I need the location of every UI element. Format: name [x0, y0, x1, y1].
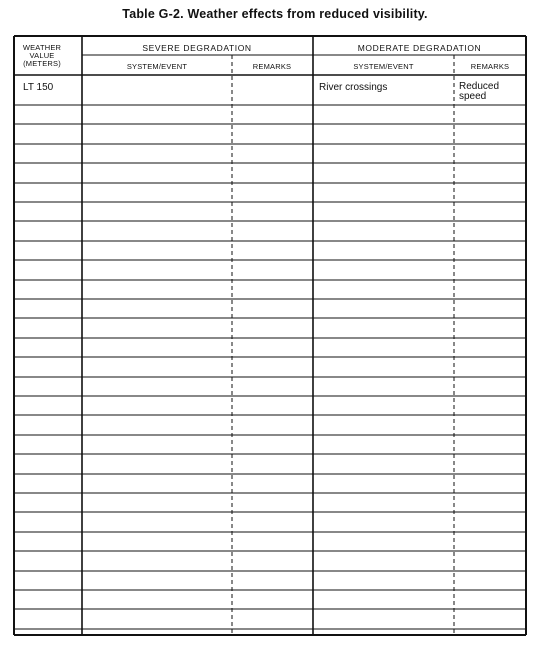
moderate-remarks-header: REMARKS — [470, 62, 510, 71]
severe-degradation-header: SEVERE DEGRADATION — [142, 43, 252, 53]
weather-value-header-line3: (METERS) — [23, 59, 61, 68]
weather-value-header-line2: VALUE — [29, 51, 55, 60]
weather-value-header — [17, 44, 67, 68]
moderate-remarks-line1: Reduced — [459, 81, 500, 92]
moderate-degradation-header: MODERATE DEGRADATION — [357, 43, 482, 53]
moderate-remarks-cell — [459, 82, 499, 102]
weather-value-cell: LT 150 — [23, 82, 54, 93]
severe-system-event-header: SYSTEM/EVENT — [126, 62, 188, 71]
table-title: Table G-2. Weather effects from reduced visibility. — [122, 7, 428, 21]
moderate-system-event-cell: River crossings — [319, 82, 388, 93]
severe-remarks-header: REMARKS — [252, 62, 292, 71]
weather-value-header-line1: WEATHER — [22, 43, 62, 52]
moderate-system-event-header: SYSTEM/EVENT — [353, 62, 414, 71]
moderate-remarks-line2: speed — [459, 91, 487, 102]
